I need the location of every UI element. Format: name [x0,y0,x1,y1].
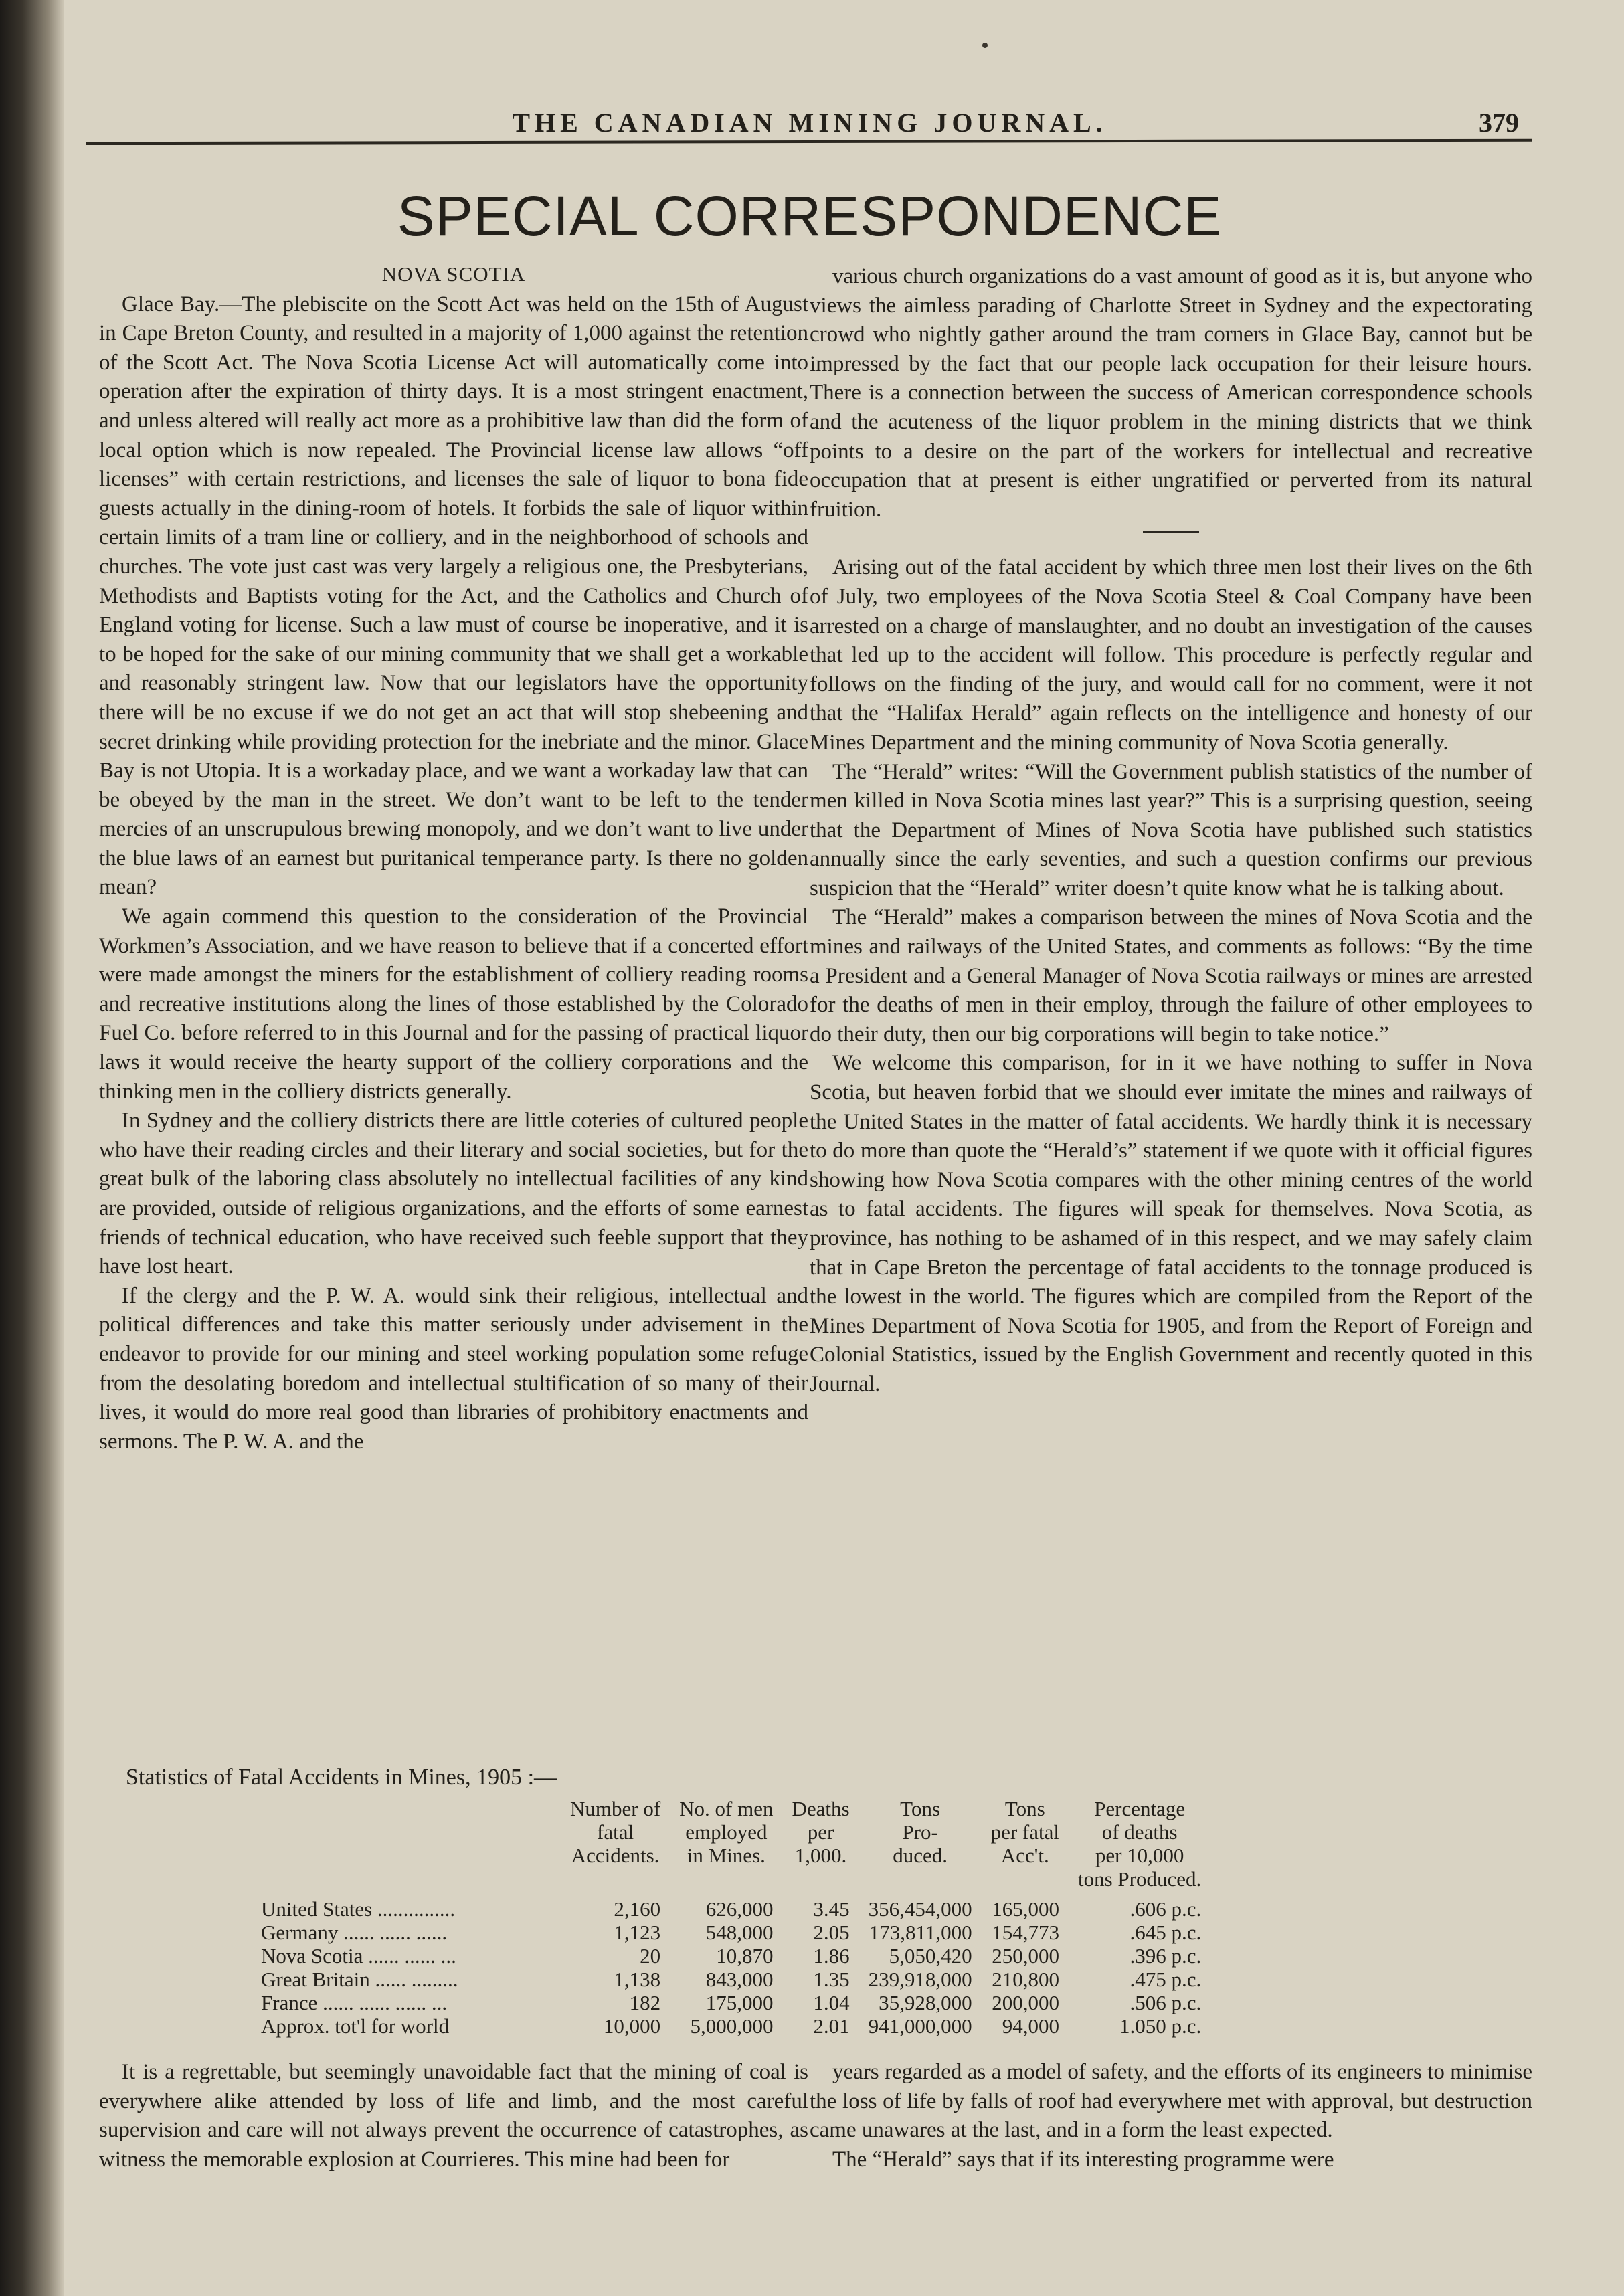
journal-page [80,0,1539,2296]
column-header [261,1797,561,1891]
table-cell: Nova Scotia ...... ...... ... [261,1944,456,1968]
table-cell: Great Britain ...... ......... [261,1968,458,1991]
column-header: Tons Pro- duced. [893,1797,948,1867]
table-cell: 239,918,000 [868,1968,972,1991]
table-cell: 941,000,000 [868,2014,972,2038]
table-cell: .506 p.c. [1130,1991,1202,2014]
paragraph: various church organizations do a vast amount of good as it is, but anyone who views the aimless parading of Charlotte Street in Sydney and the expectorating crowd who nightly gather around the tram corners in Glace Bay, cannot but be impressed by the fact that our people lack occupation for their leisure hours. There is a connection between the success of American correspondence schools and the acuteness of the liquor problem in the mining districts that we think points to a desire on the part of the workers for intellectual and recreative occupation that at present is either ungratified or perverted from its natural fruition. [810,264,1532,522]
page-number: 379 [1479,108,1519,138]
table-row [261,2014,1210,2038]
column-header: Deaths per 1,000. [792,1797,850,1867]
table-cell: 173,811,000 [869,1921,972,1944]
column-header: Tons per fatal Acc't. [990,1797,1059,1867]
column-header: Percentage of deaths per 10,000 tons Produced. [1078,1797,1202,1891]
table-cell: 10,000 [603,2014,661,2038]
table-cell: Approx. tot'l for world [261,2014,450,2038]
section-divider [1143,531,1199,533]
book-gutter [0,0,64,2296]
paragraph: Glace Bay.—The plebiscite on the Scott Act was held on the 15th of August in Cape Breton County, and resulted in a majority of 1,000 against the retention of the Scott Act. The Nova Scotia License Act will automatically come into operation after the expiration of thirty days. It is a most stringent enactment, and unless altered will really act more as a prohibitive law than did the form of local option which is now repealed. The Provincial license law allows “off licenses” with certain restrictions, and licenses the sale of liquor to bona fide guests actually in the dining-room of hotels. It forbids the sale of liquor within certain limits of a tram line or colliery, and in the neighborhood of schools and churches. The vote just cast was very largely a religious one, the Presbyterians, Methodists and Baptists voting for the Act, and the Catholics and Church of England voting for license. Such a law must of course be inoperative, and it is to be hoped for the sake of our mining community that we shall get a workable and reasonably stringent law. Now that our legislators have the opportunity there will be no excuse if we do not get an act that will stop shebeening and secret drinking while providing protection for the inebriate and the minor. Glace Bay is not Utopia. It is a workaday place, and we want a workaday law that can be obeyed by the man in the street. We don’t want to be left to the tender mercies of an unscrupulous brewing monopoly, and we don’t want to live under the blue laws of an earnest but puritanical temperance party. Is there no golden mean? [99,292,808,900]
paragraph: If the clergy and the P. W. A. would sink their religious, intellectual and political differences and take this matter seriously under advisement in the endeavor to provide for our mining and steel working population some refuge from the desolating boredom and intellectual stultification of so many of their lives, it would do more real good than libraries of prohibitory enactments and sermons. The P. W. A. and the [99,1283,808,1454]
table-cell: .606 p.c. [1130,1897,1202,1921]
paragraph: The “Herald” makes a comparison between the mines of Nova Scotia and the mines and railways of the United States, and comments as follows: “By the time a President and a General Manager of Nova Scotia railways or mines are arrested for the deaths of men in their employ, through the failure of other employees to do their duty, then our big corporations will begin to take notice.” [810,905,1532,1046]
table-cell: 2.05 [813,1921,850,1944]
table-cell: 35,928,000 [879,1991,972,2014]
table-cell: 154,773 [992,1921,1059,1944]
section-title: SPECIAL CORRESPONDENCE [397,185,1223,248]
running-title: THE CANADIAN MINING JOURNAL. [512,108,1107,138]
paragraph: Arising out of the fatal accident by which three men lost their lives on the 6th of July, two employees of the Nova Scotia Steel & Coal Company have been arrested on a charge of manslaughter, and no doubt an investigation of the causes that led up to the accident will follow. This procedure is perfectly regular and follows on the finding of the jury, and would call for no comment, were it not that the “Halifax Herald” again reflects on the intelligence and honesty of our Mines Department and the mining community of Nova Scotia generally. [810,555,1532,755]
bottom-right-column [810,2058,1532,2174]
paragraph: We welcome this comparison, for in it we have nothing to suffer in Nova Scotia, but heaven forbid that we should ever imitate the mines and railways of the United States in the matter of fatal accidents. We hardly think it is necessary to do more than quote the “Herald’s” statement if we quote with it official figures showing how Nova Scotia compares with the other mining centres of the world as to fatal accidents. The figures will speak for themselves. Nova Scotia, as province, has nothing to be ashamed of in this respect, and we may safely claim that in Cape Breton the percentage of fatal accidents to the tonnage produced is the lowest in the world. The figures which are compiled from the Report of the Mines Department of Nova Scotia for 1905, and from the Report of Foreign and Colonial Statistics, issued by the English Government and recently quoted in this Journal. [810,1051,1532,1396]
column-header: No. of men employed in Mines. [679,1797,774,1867]
table-cell: 1,123 [614,1921,661,1944]
subhead-nova-scotia: NOVA SCOTIA [381,262,526,286]
table-cell: Germany ...... ...... ...... [261,1921,448,1944]
table-cell: 10,870 [716,1944,774,1968]
table-cell: 2,160 [614,1897,661,1921]
table-cell: 200,000 [992,1991,1059,2014]
table-cell: 94,000 [1002,2014,1059,2038]
table-cell: 165,000 [992,1897,1059,1921]
table-cell: .645 p.c. [1130,1921,1202,1944]
fatal-accidents-table [261,1797,1210,2038]
table-row [261,1891,1210,1921]
paragraph: The “Herald” says that if its interesting programme were [832,2147,1334,2172]
table-row [261,1968,1210,1991]
table-row [261,1991,1210,2014]
table-cell: 1.050 p.c. [1119,2014,1202,2038]
table-cell: 5,050,420 [889,1944,972,1968]
table-cell: 210,800 [992,1968,1059,1991]
table-cell: 175,000 [705,1991,774,2014]
paragraph: In Sydney and the colliery districts there are little coteries of cultured people who have their reading circles and their literary and social societies, but for the great bulk of the laboring class absolutely no intellectual facilities of any kind are provided, outside of religious organizations, and the efforts of some earnest friends of technical education, who have received such feeble support that they have lost heart. [99,1109,808,1279]
table-cell: 1.04 [813,1991,850,2014]
left-column [99,260,808,1456]
table-row [261,1944,1210,1968]
table-cell: 2.01 [813,2014,850,2038]
table-cell: 626,000 [705,1897,774,1921]
table-cell: 182 [629,1991,661,2014]
right-column [810,262,1532,1400]
paragraph: The “Herald” writes: “Will the Government publish statistics of the number of men killed in Nova Scotia mines last year?” This is a surprising question, seeing that the Department of Mines of Nova Scotia have published such statistics annually since the early seventies, and such a question confirms our previous suspicion that the “Herald” writer doesn’t quite know what he is talking about. [810,759,1532,900]
table-cell: 356,454,000 [868,1897,972,1921]
paragraph: We again commend this question to the consideration of the Provincial Workmen’s Association, and we have reason to believe that if a concerted effort were made amongst the miners for the establishment of colliery reading rooms and recreative institutions along the lines of those established by the Colorado Fuel Co. before referred to in this Journal and for the passing of practical liquor laws it would receive the hearty support of the colliery corporations and the thinking men in the colliery districts generally. [99,904,808,1104]
table-cell: 1,138 [614,1968,661,1991]
table-cell: .475 p.c. [1130,1968,1202,1991]
table-cell: 843,000 [705,1968,774,1991]
table-cell: 250,000 [992,1944,1059,1968]
bottom-left-column [99,2058,808,2174]
table-cell: France ...... ...... ...... ... [261,1991,448,2014]
column-header: Number of fatal Accidents. [570,1797,661,1867]
table-cell: 1.35 [813,1968,850,1991]
table-cell: 3.45 [813,1897,850,1921]
paragraph: It is a regrettable, but seemingly unavoidable fact that the mining of coal is everywhere alike attended by loss of life and limb, and the most careful supervision and care will not always prevent the occurrence of catastrophes, as witness the memorable explosion at Courrieres. This mine had been for [99,2060,808,2172]
table-row [261,1921,1210,1944]
stats-table-title: Statistics of Fatal Accidents in Mines, 1905 :— [126,1765,557,1790]
table-cell: 20 [640,1944,661,1968]
table-cell: 5,000,000 [690,2014,774,2038]
table-cell: United States ............... [261,1897,456,1921]
table-cell: 548,000 [705,1921,774,1944]
table-cell: 1.86 [813,1944,850,1968]
paragraph: years regarded as a model of safety, and the efforts of its engineers to minimise the loss of life by falls of roof had everywhere met with approval, but destruction came unawares at the last, and in a form the least expected. [810,2060,1532,2143]
table-header-row [261,1797,1210,1891]
table-cell: .396 p.c. [1130,1944,1202,1968]
